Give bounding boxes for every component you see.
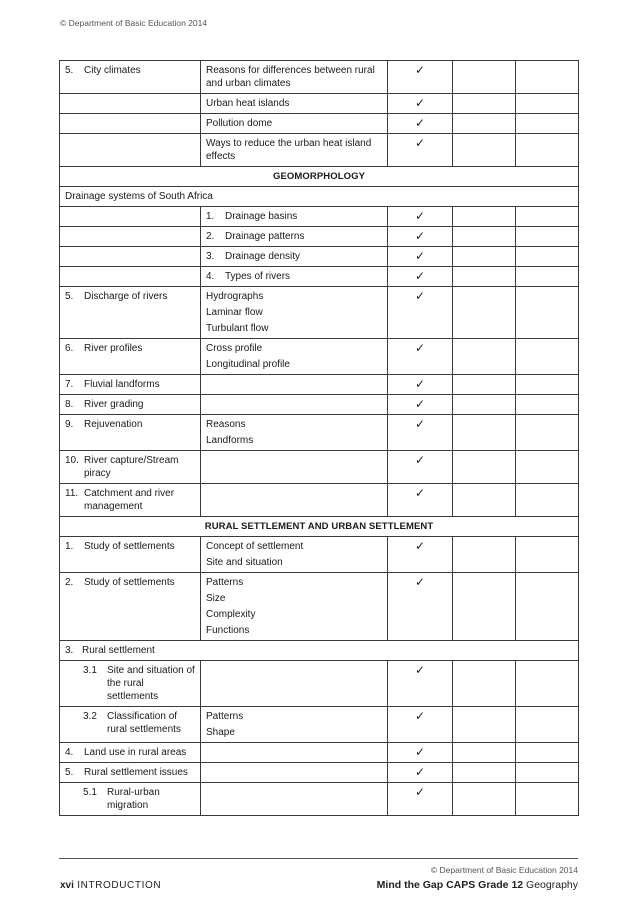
header-copyright: © Department of Basic Education 2014 xyxy=(60,18,208,28)
row-number: 4. xyxy=(65,747,74,758)
subtopic: Site and situation xyxy=(206,557,283,568)
row-number: 5.1 xyxy=(83,787,97,798)
footer-copyright: © Department of Basic Education 2014 xyxy=(430,865,578,875)
subtopic: Size xyxy=(206,593,226,604)
footer-divider xyxy=(59,858,578,859)
row-topic: Land use in rural areas xyxy=(84,747,187,758)
subtopic: Patterns xyxy=(206,711,244,722)
table-row xyxy=(60,61,579,94)
subtopic: Longitudinal profile xyxy=(206,359,290,370)
subtopic: Patterns xyxy=(206,577,244,588)
table-row xyxy=(60,451,579,484)
row-topic: Rural settlement xyxy=(82,645,155,656)
row-topic: Study of settlements xyxy=(84,541,175,552)
check-icon: ✓ xyxy=(388,267,453,287)
table-row xyxy=(60,94,579,114)
row-topic: City climates xyxy=(84,65,141,76)
subtopic: Complexity xyxy=(206,609,256,620)
row-number: 1. xyxy=(206,211,215,222)
subtopic: Types of rivers xyxy=(225,271,291,282)
check-icon: ✓ xyxy=(388,134,453,167)
table-row xyxy=(60,187,579,207)
table-row xyxy=(60,707,579,743)
row-number: 5. xyxy=(65,65,74,76)
section-name: INTRODUCTION xyxy=(77,880,162,891)
table-row xyxy=(60,287,579,339)
table-row xyxy=(60,134,579,167)
subtopic: Laminar flow xyxy=(206,307,263,318)
row-number: 4. xyxy=(206,271,215,282)
check-icon: ✓ xyxy=(388,707,453,743)
subtopic: Landforms xyxy=(206,435,254,446)
row-number: 3.2 xyxy=(83,711,97,722)
subtopic: Turbulant flow xyxy=(206,323,269,334)
row-number: 3. xyxy=(206,251,215,262)
section-row xyxy=(60,167,579,187)
row-number: 9. xyxy=(65,419,74,430)
check-icon: ✓ xyxy=(388,287,453,339)
table-row xyxy=(60,641,579,661)
check-icon: ✓ xyxy=(388,375,453,395)
row-number: 5. xyxy=(65,767,74,778)
book-subject: Geography xyxy=(526,879,578,891)
check-icon: ✓ xyxy=(388,537,453,573)
check-icon: ✓ xyxy=(388,573,453,641)
row-number: 11. xyxy=(65,488,79,499)
subtopic: Ways to reduce the urban heat island effects xyxy=(206,138,372,162)
table-row xyxy=(60,783,579,816)
book-title: Mind the Gap CAPS Grade 12 xyxy=(376,879,524,891)
page-number: xvi xyxy=(60,880,74,891)
row-number: 10. xyxy=(65,455,79,466)
table-row xyxy=(60,339,579,375)
table-row xyxy=(60,537,579,573)
subtopic: Urban heat islands xyxy=(206,98,290,109)
check-icon: ✓ xyxy=(388,743,453,763)
subtopic: Reasons xyxy=(206,419,246,430)
row-topic: Catchment and river management xyxy=(84,488,175,512)
subtopic: Reasons for differences between rural and urban climates xyxy=(206,65,375,89)
table-row xyxy=(60,415,579,451)
row-topic: Rural-urban migration xyxy=(107,787,160,811)
table-row xyxy=(60,207,579,227)
subtopic: Shape xyxy=(206,727,235,738)
row-topic: River capture/Stream piracy xyxy=(84,455,179,479)
check-icon: ✓ xyxy=(388,415,453,451)
row-number: 2. xyxy=(65,577,74,588)
table-row xyxy=(60,227,579,247)
row-number: 5. xyxy=(65,291,74,302)
subtopic: Drainage basins xyxy=(225,211,298,222)
table-row xyxy=(60,763,579,783)
subtopic: Functions xyxy=(206,625,250,636)
table-row xyxy=(60,247,579,267)
check-icon: ✓ xyxy=(388,207,453,227)
row-topic: Discharge of rivers xyxy=(84,291,168,302)
row-topic: Fluvial landforms xyxy=(84,379,160,390)
check-icon: ✓ xyxy=(388,339,453,375)
section-heading: GEOMORPHOLOGY xyxy=(60,167,579,187)
check-icon: ✓ xyxy=(388,247,453,267)
row-number: 1. xyxy=(65,541,74,552)
check-icon: ✓ xyxy=(388,94,453,114)
table-row xyxy=(60,743,579,763)
row-number: 6. xyxy=(65,343,74,354)
check-icon: ✓ xyxy=(388,451,453,484)
row-number: 8. xyxy=(65,399,74,410)
check-icon: ✓ xyxy=(388,61,453,94)
table-row xyxy=(60,484,579,517)
row-topic: Rejuvenation xyxy=(84,419,143,430)
row-topic: Rural settlement issues xyxy=(84,767,188,778)
table-row xyxy=(60,114,579,134)
row-topic: Site and situation of the rural settlements xyxy=(107,665,195,702)
table-row xyxy=(60,661,579,707)
subtopic: Concept of settlement xyxy=(206,541,304,552)
content-table xyxy=(59,60,579,816)
subtopic: Pollution dome xyxy=(206,118,273,129)
table-row xyxy=(60,267,579,287)
check-icon: ✓ xyxy=(388,763,453,783)
subtopic: Hydrographs xyxy=(206,291,264,302)
row-topic: Classification of rural settlements xyxy=(107,711,181,735)
footer-book-title xyxy=(377,879,578,891)
table-row xyxy=(60,395,579,415)
row-topic: River grading xyxy=(84,399,144,410)
table-row xyxy=(60,375,579,395)
row-number: 2. xyxy=(206,231,215,242)
check-icon: ✓ xyxy=(388,114,453,134)
check-icon: ✓ xyxy=(388,227,453,247)
section-heading: RURAL SETTLEMENT AND URBAN SETTLEMENT xyxy=(60,517,579,537)
row-topic: Study of settlements xyxy=(84,577,175,588)
subtopic: Cross profile xyxy=(206,343,263,354)
check-icon: ✓ xyxy=(388,661,453,707)
check-icon: ✓ xyxy=(388,783,453,816)
check-icon: ✓ xyxy=(388,484,453,517)
check-icon: ✓ xyxy=(388,395,453,415)
row-topic: River profiles xyxy=(84,343,143,354)
row-number: 3.1 xyxy=(83,665,97,676)
footer-page-label xyxy=(60,880,161,891)
section-row xyxy=(60,517,579,537)
subtopic: Drainage patterns xyxy=(225,231,305,242)
table-row xyxy=(60,573,579,641)
row-topic: Drainage systems of South Africa xyxy=(60,187,579,207)
row-number: 3. xyxy=(65,645,74,656)
subtopic: Drainage density xyxy=(225,251,301,262)
row-number: 7. xyxy=(65,379,74,390)
